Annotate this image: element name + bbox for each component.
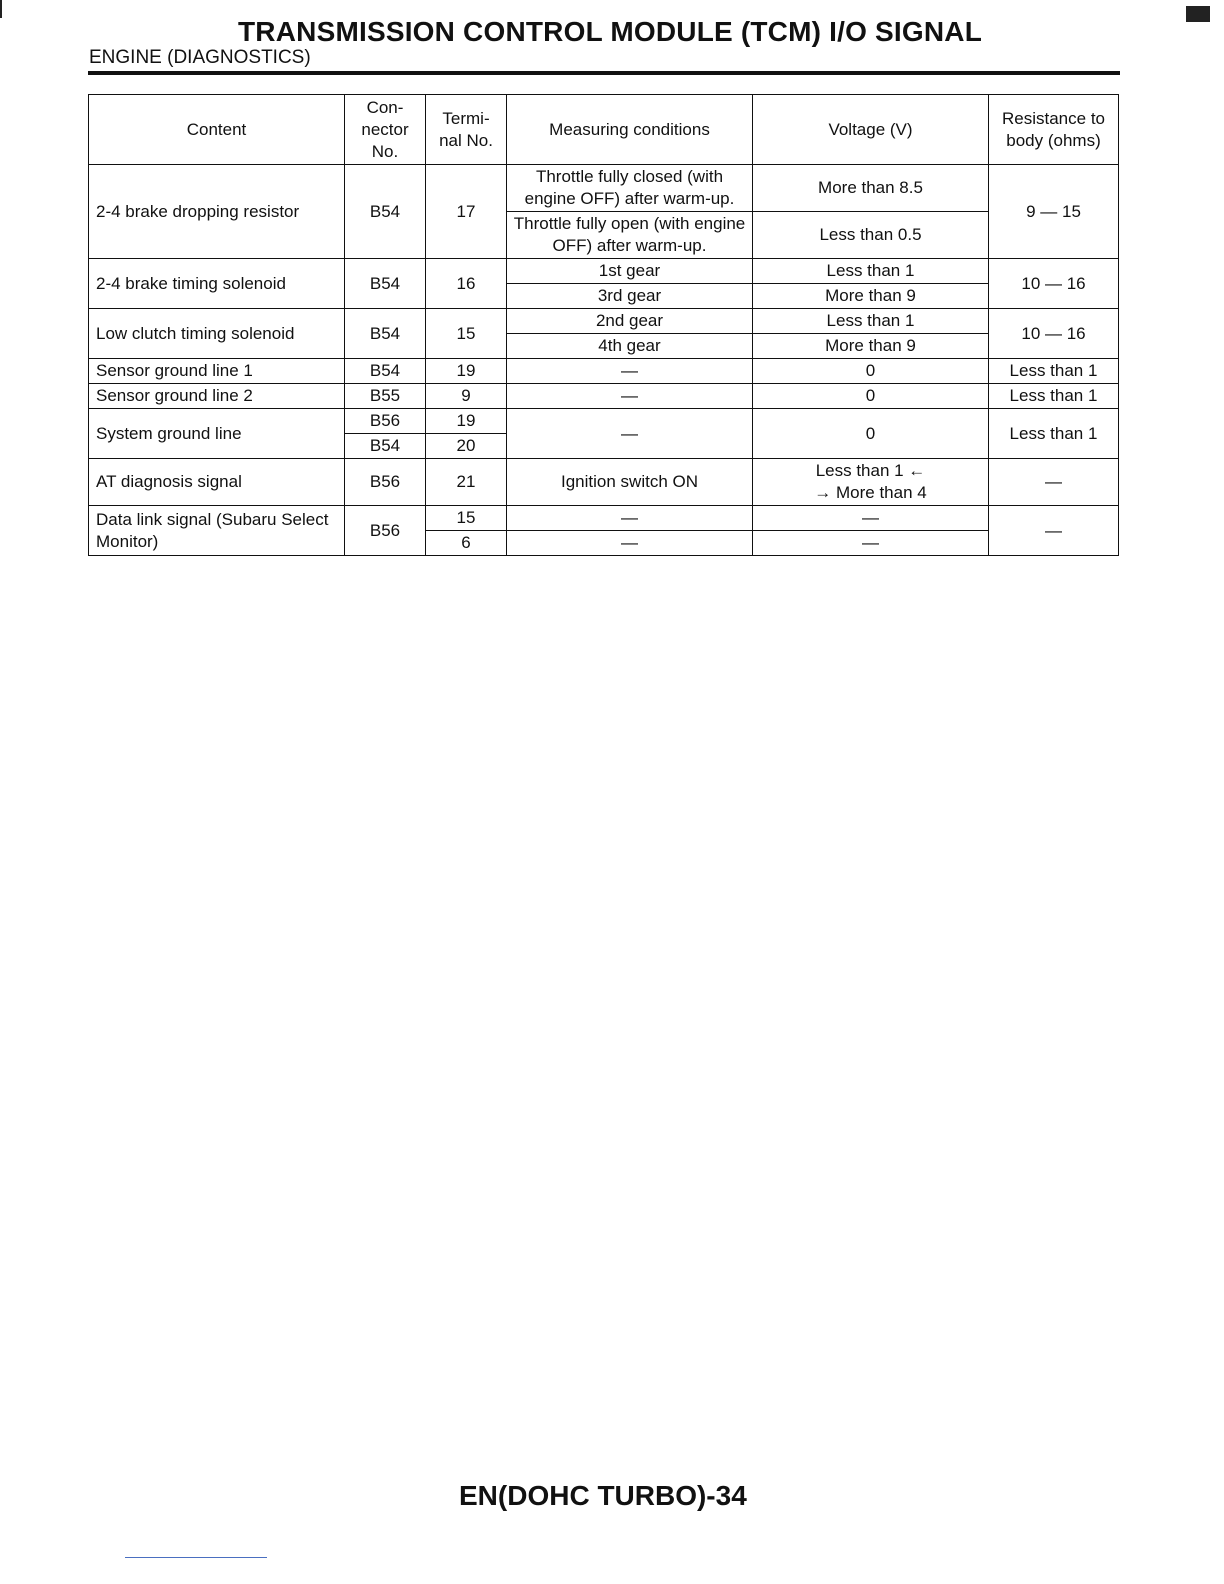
cell-measuring: Throttle fully closed (with engine OFF) after warm-up. — [507, 165, 753, 212]
table-row — [89, 506, 1119, 531]
cell-content: System ground line — [89, 409, 345, 459]
cell-content: 2-4 brake timing solenoid — [89, 259, 345, 309]
cell-content: Low clutch timing solenoid — [89, 309, 345, 359]
cell-resistance: — — [989, 459, 1119, 506]
cell-connector: B54 — [345, 259, 426, 309]
table-row — [89, 384, 1119, 409]
cell-terminal: 15 — [426, 506, 507, 531]
cell-measuring: 4th gear — [507, 334, 753, 359]
cell-terminal: 21 — [426, 459, 507, 506]
bottom-scan-line — [125, 1557, 267, 1558]
cell-connector: B56 — [345, 459, 426, 506]
cell-voltage: 0 — [753, 409, 989, 459]
col-header-measuring: Measuring conditions — [507, 95, 753, 165]
cell-measuring: Ignition switch ON — [507, 459, 753, 506]
cell-measuring: 3rd gear — [507, 284, 753, 309]
header-rule — [88, 71, 1120, 75]
scan-edge-mark — [0, 0, 2, 18]
cell-measuring: — — [507, 506, 753, 531]
cell-terminal: 20 — [426, 434, 507, 459]
cell-terminal: 17 — [426, 165, 507, 259]
cell-voltage: — — [753, 531, 989, 556]
cell-content: 2-4 brake dropping resistor — [89, 165, 345, 259]
corner-tab-mark — [1186, 6, 1210, 22]
cell-terminal: 16 — [426, 259, 507, 309]
cell-measuring: Throttle fully open (with engine OFF) after warm-up. — [507, 212, 753, 259]
cell-terminal: 19 — [426, 359, 507, 384]
cell-measuring: 2nd gear — [507, 309, 753, 334]
table-row — [89, 165, 1119, 212]
col-header-connector: Con- nector No. — [345, 95, 426, 165]
cell-voltage: Less than 0.5 — [753, 212, 989, 259]
cell-terminal: 19 — [426, 409, 507, 434]
cell-measuring: — — [507, 384, 753, 409]
cell-connector: B54 — [345, 434, 426, 459]
cell-content: Sensor ground line 1 — [89, 359, 345, 384]
cell-content: Sensor ground line 2 — [89, 384, 345, 409]
cell-terminal: 15 — [426, 309, 507, 359]
cell-voltage: 0 — [753, 359, 989, 384]
cell-resistance: — — [989, 506, 1119, 556]
cell-resistance: Less than 1 — [989, 409, 1119, 459]
cell-connector: B54 — [345, 165, 426, 259]
col-header-resistance: Resistance to body (ohms) — [989, 95, 1119, 165]
table-header-row — [89, 95, 1119, 165]
cell-voltage: Less than 1 ← → More than 4 — [753, 459, 989, 506]
page-number: EN(DOHC TURBO)-34 — [459, 1480, 747, 1511]
cell-measuring: — — [507, 409, 753, 459]
cell-resistance: Less than 1 — [989, 359, 1119, 384]
col-header-voltage: Voltage (V) — [753, 95, 989, 165]
cell-content: Data link signal (Subaru Select Monitor) — [89, 506, 345, 556]
cell-terminal: 6 — [426, 531, 507, 556]
table-row — [89, 359, 1119, 384]
cell-measuring: — — [507, 531, 753, 556]
col-header-content: Content — [89, 95, 345, 165]
page-title: TRANSMISSION CONTROL MODULE (TCM) I/O SIGNAL — [238, 16, 983, 47]
cell-connector: B54 — [345, 359, 426, 384]
cell-voltage: More than 9 — [753, 284, 989, 309]
cell-measuring: 1st gear — [507, 259, 753, 284]
table-row — [89, 459, 1119, 506]
cell-resistance: 10 — 16 — [989, 309, 1119, 359]
cell-voltage: Less than 1 — [753, 309, 989, 334]
cell-voltage: — — [753, 506, 989, 531]
cell-terminal: 9 — [426, 384, 507, 409]
tcm-io-signal-table — [88, 94, 1119, 556]
cell-connector: B54 — [345, 309, 426, 359]
table-row — [89, 409, 1119, 434]
cell-voltage: 0 — [753, 384, 989, 409]
cell-resistance: Less than 1 — [989, 384, 1119, 409]
cell-measuring: — — [507, 359, 753, 384]
col-header-terminal: Termi- nal No. — [426, 95, 507, 165]
cell-connector: B55 — [345, 384, 426, 409]
cell-connector: B56 — [345, 506, 426, 556]
cell-connector: B56 — [345, 409, 426, 434]
section-subtitle: ENGINE (DIAGNOSTICS) — [89, 47, 311, 68]
cell-voltage: More than 8.5 — [753, 165, 989, 212]
cell-resistance: 9 — 15 — [989, 165, 1119, 259]
table-row — [89, 309, 1119, 334]
table-row — [89, 259, 1119, 284]
cell-content: AT diagnosis signal — [89, 459, 345, 506]
cell-voltage: Less than 1 — [753, 259, 989, 284]
cell-voltage: More than 9 — [753, 334, 989, 359]
cell-resistance: 10 — 16 — [989, 259, 1119, 309]
